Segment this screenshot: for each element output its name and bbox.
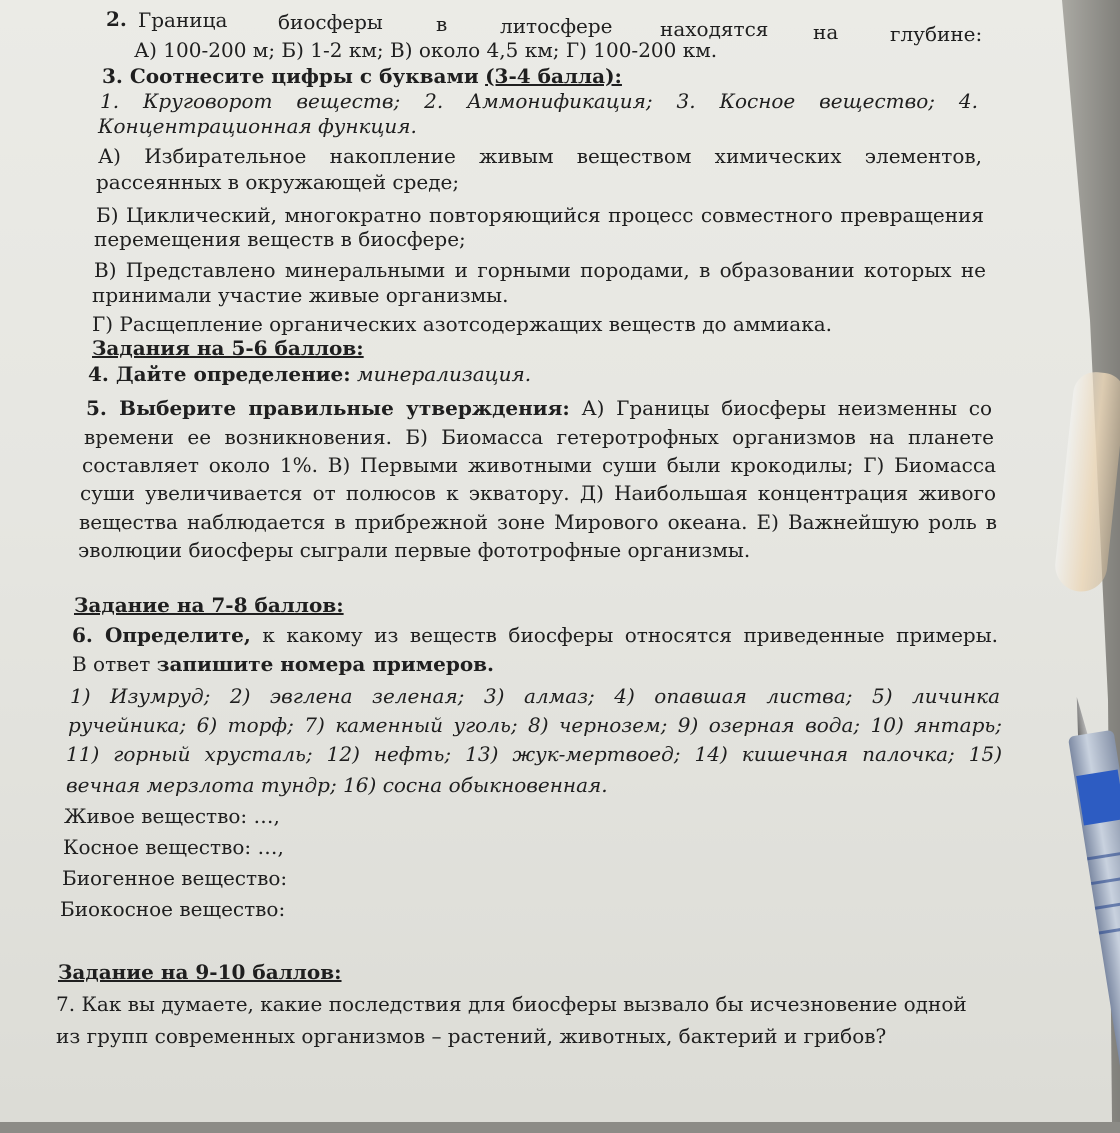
- q5-line: времени ее возникновения. Б) Биомасса гетеротрофных организмов на планете: [84, 425, 994, 449]
- q2-word: глубине:: [890, 22, 983, 46]
- q2-word: на: [813, 20, 839, 44]
- q2-number: 2.: [106, 7, 127, 31]
- q5-line: 5. Выберите правильные утверждения: А) Границы биосферы неизменны со: [86, 396, 992, 420]
- q6-line: В ответ запишите номера примеров.: [72, 652, 495, 676]
- q3-terms: Концентрационная функция.: [98, 114, 417, 138]
- q3-option-b: Б) Циклический, многократно повторяющийся процесс совместного превращения: [96, 203, 984, 227]
- q6-answer-line: Косное вещество: …,: [63, 835, 284, 859]
- q3-option-a: рассеянных в окружающей среде;: [96, 170, 460, 194]
- q3-option-b: перемещения веществ в биосфере;: [94, 227, 466, 251]
- q6-answer-line: Живое вещество: …,: [64, 804, 280, 828]
- q6-examples: 11) горный хрусталь; 12) нефть; 13) жук-мертвоед; 14) кишечная палочка; 15): [66, 742, 1002, 766]
- q3-header: 3. Соотнесите цифры с буквами (3-4 балла):: [102, 64, 622, 88]
- q3-option-c: принимали участие живые организмы.: [92, 283, 509, 307]
- section-heading: Задание на 7-8 баллов:: [74, 593, 344, 617]
- q3-terms: 1. Круговорот веществ; 2. Аммонификация; 3. Косное вещество; 4.: [100, 89, 978, 113]
- q2-word: находятся: [660, 17, 769, 41]
- section-heading: Задание на 9-10 баллов:: [58, 960, 342, 984]
- q5-line: суши увеличивается от полюсов к экватору. Д) Наибольшая концентрация живого: [80, 481, 996, 505]
- q6-examples: 1) Изумруд; 2) эвглена зеленая; 3) алмаз; 4) опавшая листва; 5) личинка: [70, 684, 1000, 708]
- q6-line: 6. Определите, к какому из веществ биосферы относятся приведенные примеры.: [72, 623, 998, 647]
- q2-word: Граница: [138, 8, 228, 32]
- q7-line: из групп современных организмов – растений, животных, бактерий и грибов?: [56, 1024, 887, 1048]
- q2-word: литосфере: [500, 14, 613, 38]
- q7-line: 7. Как вы думаете, какие последствия для биосферы вызвало бы исчезновение одной: [56, 992, 967, 1016]
- q5-line: составляет около 1%. В) Первыми животными суши были крокодилы; Г) Биомасса: [82, 453, 996, 477]
- q2-word: в: [436, 12, 448, 36]
- q6-answer-line: Биогенное вещество:: [62, 866, 288, 890]
- q6-answer-line: Биокосное вещество:: [60, 897, 286, 921]
- q3-option-d: Г) Расщепление органических азотсодержащих веществ до аммиака.: [92, 312, 832, 336]
- q5-line: вещества наблюдается в прибрежной зоне Мирового океана. Е) Важнейшую роль в: [79, 510, 997, 534]
- q2-word: биосферы: [278, 10, 383, 34]
- q6-examples: вечная мерзлота тундр; 16) сосна обыкновенная.: [66, 773, 608, 797]
- q6-examples: ручейника; 6) торф; 7) каменный уголь; 8) чернозем; 9) озерная вода; 10) янтарь;: [68, 713, 1002, 737]
- q3-option-c: В) Представлено минеральными и горными породами, в образовании которых не: [94, 258, 986, 282]
- q4-line: 4. Дайте определение: минерализация.: [88, 362, 532, 386]
- section-heading: Задания на 5-6 баллов:: [92, 336, 364, 360]
- q3-option-a: А) Избирательное накопление живым веществом химических элементов,: [98, 144, 982, 168]
- q2-options: А) 100-200 м; Б) 1-2 км; В) около 4,5 км; Г) 100-200 км.: [134, 38, 718, 62]
- q5-line: эволюции биосферы сыграли первые фототрофные организмы.: [78, 538, 751, 562]
